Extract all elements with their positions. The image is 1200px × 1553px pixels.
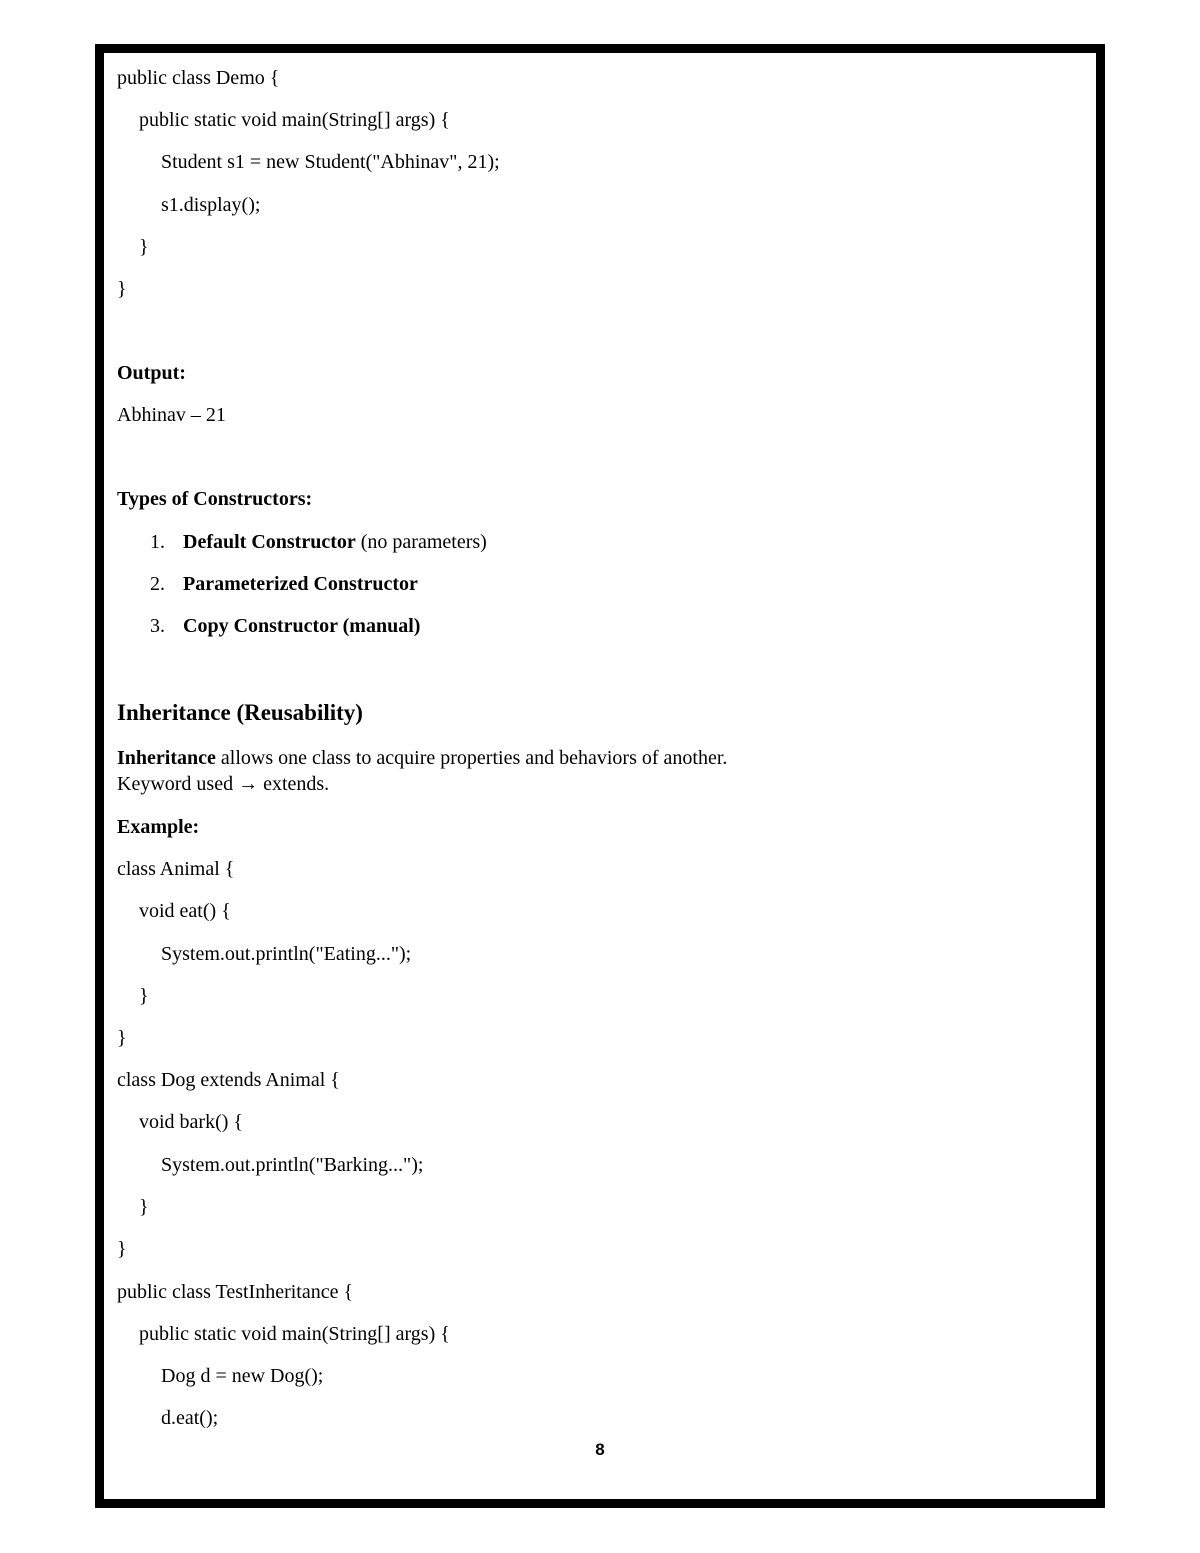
code-line: } xyxy=(117,278,127,300)
code-line: s1.display(); xyxy=(161,194,261,216)
code-line: void eat() { xyxy=(139,900,231,922)
constructors-heading: Types of Constructors: xyxy=(117,488,313,510)
inheritance-desc-text: allows one class to acquire properties and behaviors of another. xyxy=(215,747,728,769)
code-line: d.eat(); xyxy=(161,1407,219,1429)
list-number: 2. xyxy=(150,573,165,595)
code-line: void bark() { xyxy=(139,1111,244,1133)
code-line: System.out.println("Eating..."); xyxy=(161,943,412,965)
inheritance-term: Inheritance xyxy=(117,747,216,769)
output-label: Output: xyxy=(117,362,186,384)
output-value: Abhinav – 21 xyxy=(117,404,226,426)
list-number: 1. xyxy=(150,531,165,553)
code-line: Dog d = new Dog(); xyxy=(161,1365,324,1387)
list-item-title: Default Constructor xyxy=(183,531,356,553)
section-heading: Inheritance (Reusability) xyxy=(117,700,363,725)
code-line: class Dog extends Animal { xyxy=(117,1069,340,1091)
code-line: System.out.println("Barking..."); xyxy=(161,1154,424,1176)
list-number: 3. xyxy=(150,615,165,637)
code-line: } xyxy=(117,1027,127,1049)
list-item xyxy=(183,572,418,596)
list-item-title: Parameterized Constructor xyxy=(183,573,418,595)
code-line: } xyxy=(117,1238,127,1260)
list-item xyxy=(183,614,420,638)
code-line: } xyxy=(139,1196,149,1218)
code-line: public class TestInheritance { xyxy=(117,1281,354,1303)
code-line: } xyxy=(139,236,149,258)
code-line: public static void main(String[] args) { xyxy=(139,109,450,131)
code-line: } xyxy=(139,985,149,1007)
keyword-line: Keyword used → extends. xyxy=(117,773,330,795)
list-item-title: Copy Constructor (manual) xyxy=(183,615,421,637)
code-line: Student s1 = new Student("Abhinav", 21); xyxy=(161,151,500,173)
inheritance-description xyxy=(117,746,727,770)
code-line: public class Demo { xyxy=(117,67,280,89)
list-item-note: (no parameters) xyxy=(355,531,487,553)
list-item xyxy=(183,530,487,554)
code-line: class Animal { xyxy=(117,858,235,880)
code-line: public static void main(String[] args) { xyxy=(139,1323,450,1345)
example-label: Example: xyxy=(117,816,200,838)
page-number: 8 xyxy=(595,1440,605,1459)
